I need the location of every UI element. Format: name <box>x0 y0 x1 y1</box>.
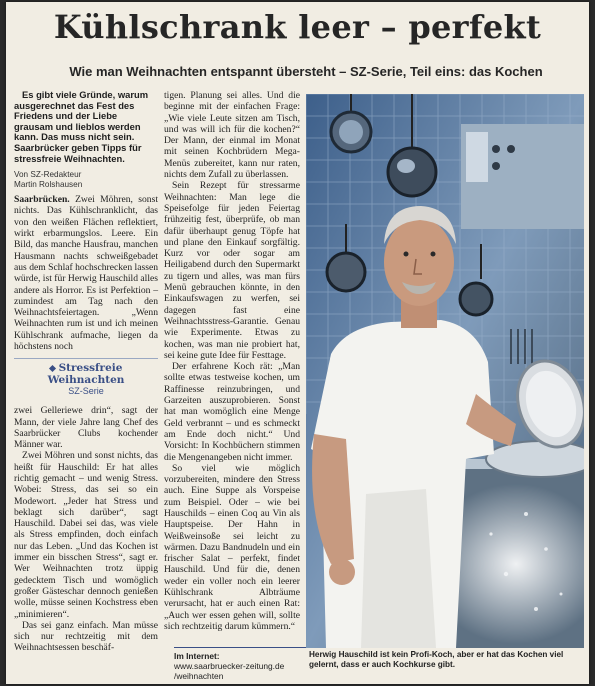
byline-role: Von SZ-Redakteur <box>14 170 82 180</box>
dateline: Saarbrücken. <box>14 194 70 206</box>
body-paragraph: zwei Gelleriewe drin“, sagt der Mann, der viele Jahre lang Chef des Saarbrücker Clubs kochender Männer war. <box>14 405 158 451</box>
info-label: Im Internet: <box>174 651 220 661</box>
headline: Kühlschrank leer – perfekt <box>53 8 542 46</box>
photo-caption: Herwig Hauschild ist kein Profi-Koch, aber er hat das Kochen viel gelernt, dass er auch Kochkurse gibt. <box>309 650 564 669</box>
byline <box>14 170 158 190</box>
body-paragraph: So viel wie möglich vorzubereiten, mindere den Stress auch. Eine Suppe als Vorspeise zum Beispiel. Oder – wie bei Hauschilds – einen Coq au Vin als Hauptspeise. Der Hahn in Weißweinsoße sei leicht zu wärmen. Dazu Bandnudeln und ein frischer Salat – perfekt, findet Hauschild. Und für die, denen weder ein voller noch ein leerer Kühlschrank Albträume verursacht, hat er auch einen Rat: „Auch wer essen gehen will, sollte sich rechtzeitig darum kümmern.“ <box>164 462 300 632</box>
newspaper-clipping <box>6 2 589 684</box>
body-paragraph <box>14 194 158 352</box>
subheadline: Wie man Weihnachten entspannt übersteht – SZ-Serie, Teil eins: das Kochen <box>69 64 543 79</box>
series-title-text: Stressfreie Weihnachten <box>47 362 125 386</box>
body-paragraph: Das sei ganz einfach. Man müsse sich nur rechtzeitig mit dem Weihnachtsessen beschäf- <box>14 619 158 654</box>
body-paragraph: Sein Rezept für stressarme Weihnachten: Man lege die Speisefolge für jeden Feiertag frühzeitig fest, überprüfe, ob man dafür überhaupt genug Töpfe hat und plane den Einkauf sorgfältig. Kurz vor oder sogar am Heiligabend durch den Supermarkt zu tigern und alles, was man fürs Menü gebrauchen könnte, in den Einkaufswagen zu werfen, sei dagegen fast eine Weihnachtsstress-Garantie. Genau wie Experimente. Etwas zu kochen, was man nie probiert hat, sei keine gute Idee für Festtage. <box>164 180 300 361</box>
body-text: Zwei Möhren, sonst nichts. Das Kühlschranklicht, das von den weißen Flächen reflektiert, wirkt erbarmungslos. Leere. Ein Bild, das manche Hausfrau, manchen Hausmann nachts schweißgebadet aus dem Schlaf hochschrecken lassen würde, ist für Herwig Hauschild alles andere als Horror. Es ist Perfektion – zumindest am Tag nach den Weihnachtsfeiertagen. „Wenn Weihnachten rum ist und ich meinen Kühlschrank aufmache, liegen da höchstens noch <box>14 194 158 353</box>
lead-paragraph: Es gibt viele Gründe, warum ausgerechnet das Fest des Friedens und der Liebe grausam und lieblos werden kann. Das muss nicht sein. Saarbrücker geben Tipps für stressfreie Weihnachten. <box>14 89 149 164</box>
body-paragraph: Der erfahrene Koch rät: „Man sollte etwas testweise kochen, um Raffinesse reinzubringen, und Garzeiten auszuprobieren. Sonst hat man womöglich eine Menge Geld verbrannt – und es schmeckt am Ende doch nicht.“ Und Vorsicht: In Kochbüchern stimmen die Mengenangeben nicht immer. <box>164 361 300 463</box>
diamond-icon <box>49 365 56 372</box>
series-subtitle: SZ-Serie <box>68 385 104 396</box>
photo-chef-kitchen <box>306 94 584 648</box>
series-box <box>14 358 158 397</box>
info-url: www.saarbruecker-zeitung.de /weihnachten <box>174 661 285 681</box>
internet-info-box <box>174 647 309 681</box>
text-column-1 <box>14 90 158 654</box>
body-paragraph: Zwei Möhren und sonst nichts, das heißt für Hauschild: Er hat alles richtig gemacht – und wenig Stress. Wobei: Stress, das sei so ein Modewort. „Jeder hat Stress und beklagt sich darüber“, sagt Hauschild. Dabei sei das, was viele als Stress empfinden, doch einfach nur das Leben. „Und das Kochen ist immer ein bisschen Stress“, sagt er. Wer Weihnachten trotz üppig gedecktem Tisch und womöglich großer Gästeschar dennoch genießen wolle, müsse seinen Kochstress eben „minimieren“. <box>14 450 158 620</box>
body-paragraph: tigen. Planung sei alles. Und die beginne mit der einfachen Frage: „Wie viele Leute sitzen am Tisch, und was will ich für die kochen?“ Der Mann, der einmal im Monat mit seinen Kochbrüdern Mega-Menüs zubereitet, kann nur raten, nichts dem Zufall zu überlassen. <box>164 90 300 181</box>
text-column-2 <box>164 90 300 632</box>
byline-name: Martin Rolshausen <box>14 180 83 190</box>
series-title <box>14 363 158 386</box>
